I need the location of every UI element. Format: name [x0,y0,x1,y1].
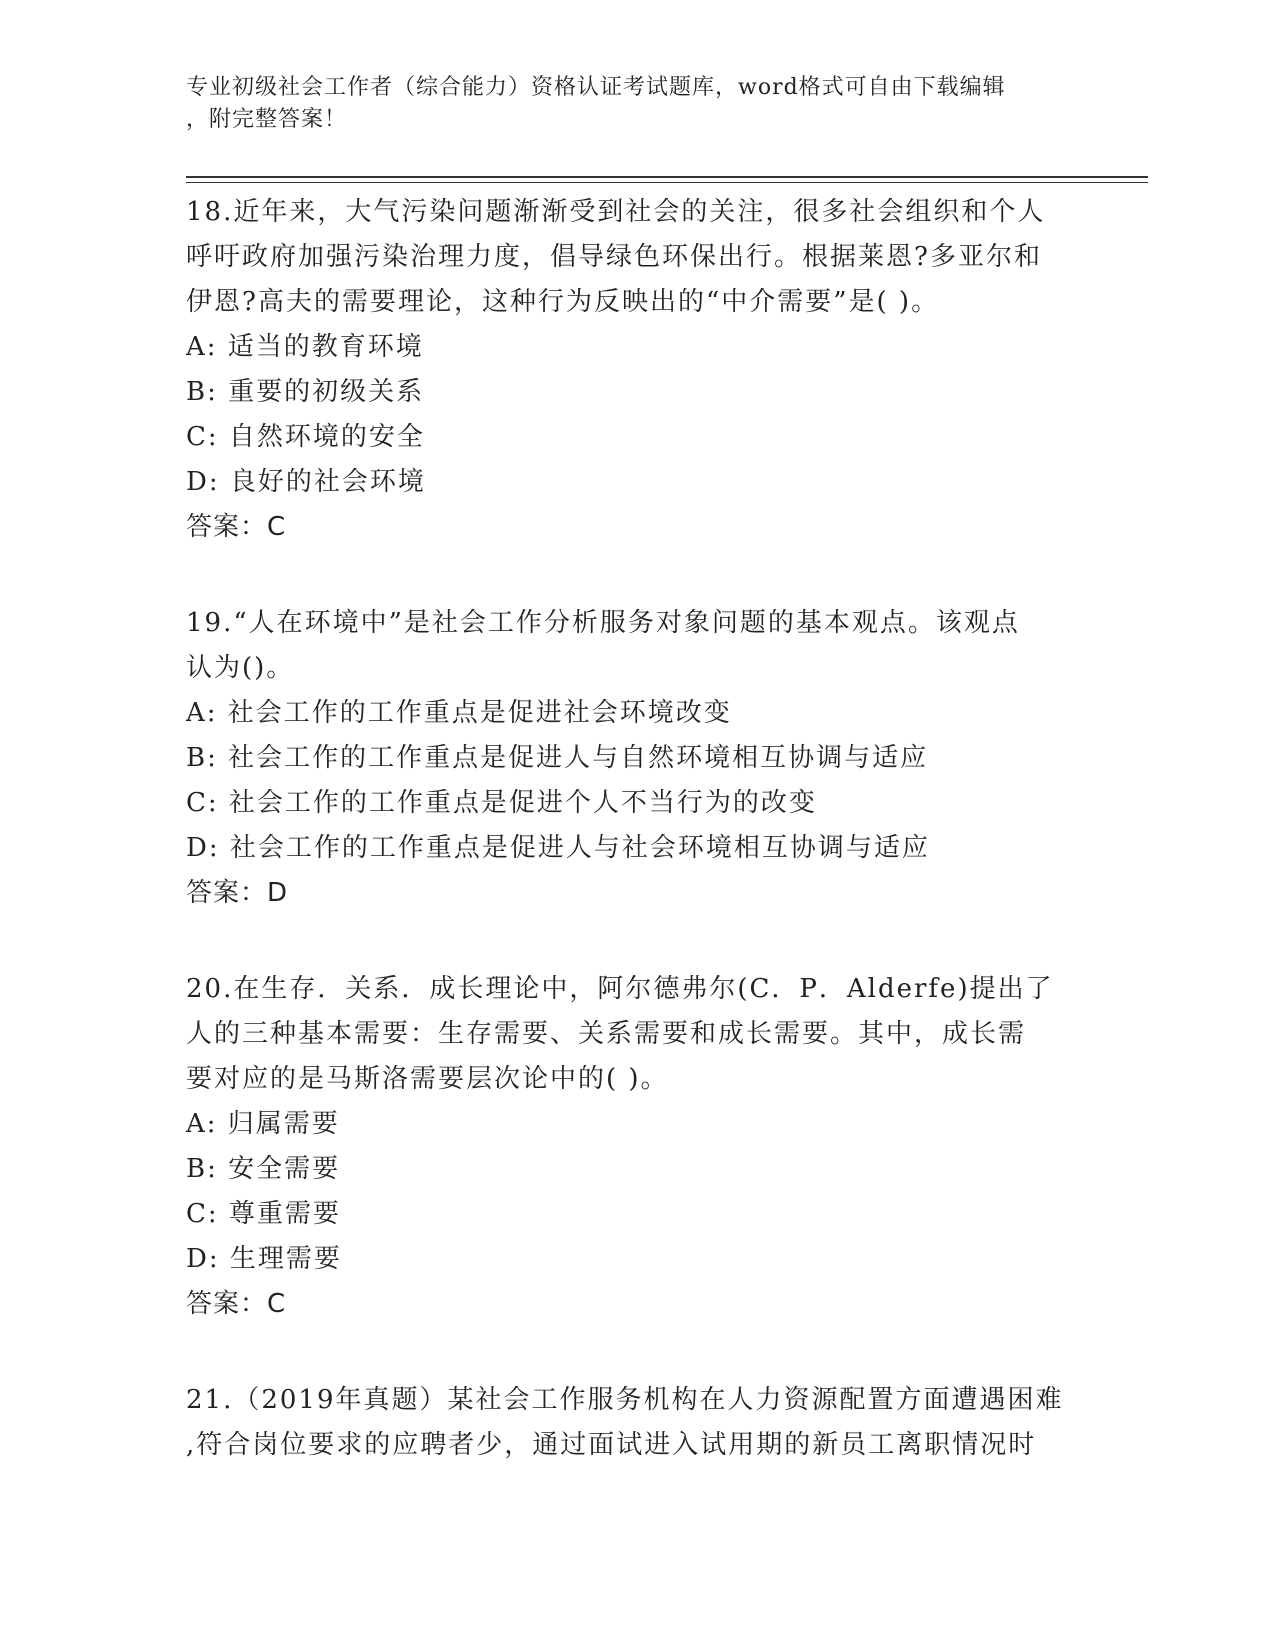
question-stem-line: 21.（2019年真题）某社会工作服务机构在人力资源配置方面遭遇困难 [186,1385,1064,1415]
option-b: B: 重要的初级关系 [186,377,425,407]
question-stem-line: 呼吁政府加强污染治理力度，倡导绿色环保出行。根据莱恩?多亚尔和 [186,242,1042,272]
questions-list [186,190,1086,1519]
option-a: A: 适当的教育环境 [186,332,424,362]
question-18 [186,190,1086,550]
header-line-2: ，附完整答案！ [186,107,348,132]
answer-label: 答案：C [186,1289,287,1319]
answer-label: 答案：D [186,878,289,908]
option-d: D: 良好的社会环境 [186,467,426,497]
question-stem-line: 19.“人在环境中”是社会工作分析服务对象问题的基本观点。该观点 [186,608,1020,638]
header-rule-thin [186,182,1148,183]
option-d: D: 生理需要 [186,1244,342,1274]
option-d: D: 社会工作的工作重点是促进人与社会环境相互协调与适应 [186,833,930,863]
question-stem-line: 人的三种基本需要：生存需要、关系需要和成长需要。其中，成长需 [186,1019,1027,1049]
question-stem-line: ,符合岗位要求的应聘者少，通过面试进入试用期的新员工离职情况时 [186,1430,1037,1460]
question-stem-line: 认为()。 [186,653,295,683]
option-a: A: 归属需要 [186,1109,340,1139]
option-c: C: 社会工作的工作重点是促进个人不当行为的改变 [186,788,817,818]
option-c: C: 尊重需要 [186,1199,341,1229]
option-b: B: 社会工作的工作重点是促进人与自然环境相互协调与适应 [186,743,929,773]
page-header [186,72,1066,136]
question-stem-line: 20.在生存．关系．成长理论中，阿尔德弗尔(C．P．Alderfe)提出了 [186,974,1054,1004]
question-19 [186,601,1086,916]
question-21 [186,1378,1086,1468]
question-stem-line: 18.近年来，大气污染问题渐渐受到社会的关注，很多社会组织和个人 [186,197,1046,227]
header-line-1: 专业初级社会工作者（综合能力）资格认证考试题库，word格式可自由下载编辑 [186,75,1006,100]
header-rule-thick [186,176,1148,178]
question-20 [186,967,1086,1327]
question-stem-line: 要对应的是马斯洛需要层次论中的( )。 [186,1064,669,1094]
option-a: A: 社会工作的工作重点是促进社会环境改变 [186,698,732,728]
question-stem-line: 伊恩?高夫的需要理论，这种行为反映出的“中介需要”是( )。 [186,287,940,317]
answer-label: 答案：C [186,512,287,542]
option-c: C: 自然环境的安全 [186,422,425,452]
option-b: B: 安全需要 [186,1154,341,1184]
